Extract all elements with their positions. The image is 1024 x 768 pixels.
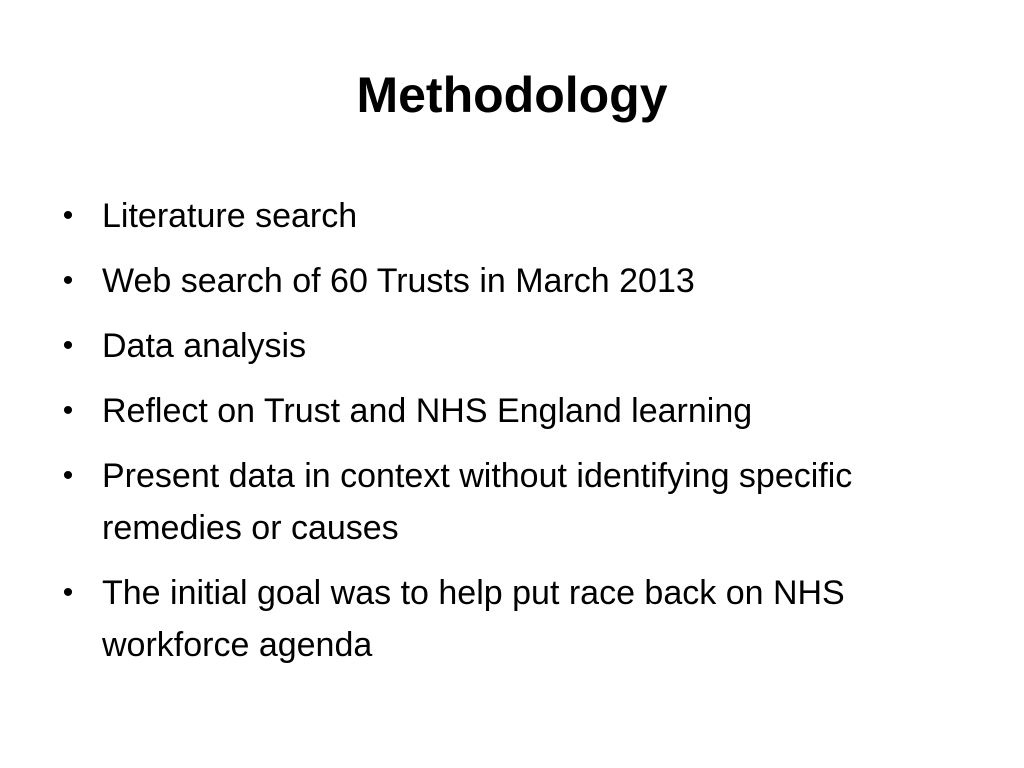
bullet-icon: •	[62, 576, 74, 609]
bullet-text: Present data in context without identifying specific remedies or causes	[102, 457, 853, 547]
bullet-text: Literature search	[102, 197, 358, 235]
bullet-icon: •	[62, 394, 74, 427]
bullet-item	[56, 190, 936, 242]
bullet-icon: •	[62, 329, 74, 362]
bullet-icon: •	[62, 199, 74, 232]
bullet-icon: •	[62, 459, 74, 492]
bullet-icon: •	[62, 264, 74, 297]
bullet-item	[56, 255, 936, 307]
bullet-item	[56, 567, 936, 671]
bullet-text: Web search of 60 Trusts in March 2013	[102, 262, 695, 300]
slide-title: Methodology	[356, 67, 668, 123]
bullet-item	[56, 320, 936, 372]
bullet-item	[56, 450, 936, 554]
bullet-text: Reflect on Trust and NHS England learning	[102, 392, 753, 430]
bullet-item	[56, 385, 936, 437]
bullet-text: Data analysis	[102, 327, 307, 365]
bullet-text: The initial goal was to help put race back on NHS workforce agenda	[102, 574, 845, 664]
bullet-list	[56, 190, 936, 684]
